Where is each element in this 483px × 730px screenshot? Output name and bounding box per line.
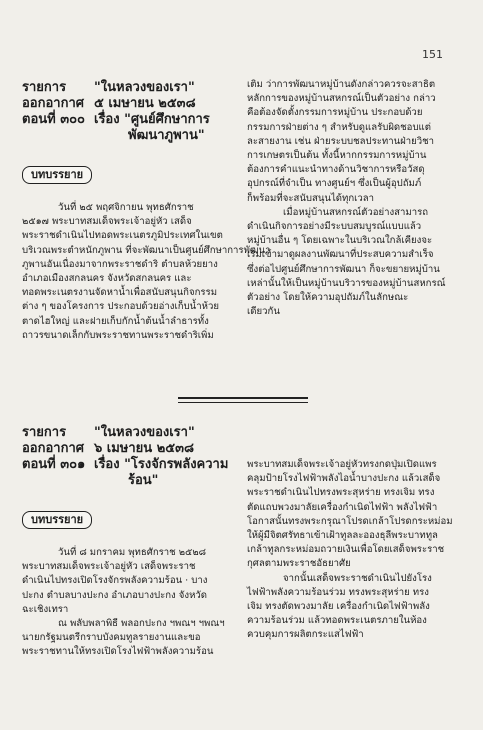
text-line: โอกาสนั้นทรงพระกรุณาโปรดเกล้าโปรดกระหม่อม <box>247 515 453 527</box>
text-line: ตัวอย่าง โดยให้ความอุปถัมภ์ในลักษณะ <box>247 292 409 304</box>
text-line: ดำเนินกิจการอย่างมีระบบสมบูรณ์แบบแล้ว <box>247 221 422 233</box>
text-line: พระบาทสมเด็จพระเจ้าอยู่หัวทรงกดปุ่มเปิดแพร <box>247 459 437 470</box>
narration-tag: บทบรรยาย <box>22 166 92 184</box>
article1-right-text <box>247 78 465 319</box>
airdate-label: ออกอากาศ <box>22 96 85 111</box>
text-line: หมู่บ้านอื่น ๆ โดยเฉพาะในบริเวณใกล้เคียงจะ <box>247 235 433 247</box>
text-line: ต้องการคำแนะนำทางด้านวิชาการหรือวัสดุ <box>247 164 425 176</box>
text-line: อุปกรณ์ที่จำเป็น ทางศูนย์ฯ ซึ่งเป็นผู้อุปถัมภ์ <box>247 178 422 190</box>
text-line: เมื่อหมู่บ้านสหกรณ์ตัวอย่างสามารถ <box>283 206 429 218</box>
program-value: "ในหลวงของเรา" <box>94 80 195 95</box>
text-line: ควบคุมการผลิตกระแสไฟฟ้า <box>247 629 364 641</box>
text-line: ความร้อนร่วม แล้วทอดพระเนตรภายในห้อง <box>247 615 427 627</box>
text-line: บริเวณพระตำหนักภูพาน ที่จะพัฒนาเป็นศูนย์ศึกษาการพัฒนา <box>22 244 271 256</box>
text-line: ตัดแถบพวงมาลัยเครื่องกำเนิดไฟฟ้า พลังไฟฟ้า <box>247 501 438 513</box>
episode-label: ตอนที่ ๓๐๑ <box>22 457 86 472</box>
text-line: ณ พลับพลาพิธี พลอกปะกง ฯพณฯ ฯพณฯ <box>58 618 225 630</box>
text-line: กุศลตามพระราชอัธยาศัย <box>247 558 351 570</box>
text-line: คลุมป้ายโรงไฟฟ้าพลังไอน้ำบางปะกง แล้วเสด็จ <box>247 473 441 485</box>
program-value: "ในหลวงของเรา" <box>94 425 195 440</box>
episode-title: เรื่อง "โรงจักรพลังความ <box>94 457 229 472</box>
text-line: ไฟฟ้าพลังความร้อนร่วม ทรงพระสุหร่าย ทรง <box>247 586 429 598</box>
text-line: ให้ผู้มีจิตศรัทธาเข้าเฝ้าทูลละอองธุลีพระบาททูล <box>247 530 438 542</box>
airdate-label: ออกอากาศ <box>22 441 85 456</box>
text-line: นายกรัฐมนตรีกราบบังคมทูลรายงานและขอ <box>22 632 201 644</box>
text-line: พระราชทานให้ทรงเปิดโรงไฟฟ้าพลังความร้อน <box>22 646 214 658</box>
program-label: รายการ <box>22 80 67 95</box>
text-line: วันที่ ๒๕ พฤศจิกายน พุทธศักราช <box>58 202 194 213</box>
text-line: ดำเนินไปทรงเปิดโรงจักรพลังความร้อน · บาง <box>22 575 208 587</box>
episode-title: เรื่อง "ศูนย์ศึกษาการ <box>94 112 210 127</box>
article2-left-text <box>22 546 240 660</box>
text-line: เจิม ทรงตัดพวงมาลัย เครื่องกำเนิดไฟฟ้าพลัง <box>247 601 430 613</box>
section-divider-thin <box>178 402 308 403</box>
text-line: ฉะเชิงเทรา <box>22 603 69 615</box>
text-line: วันที่ ๘ มกราคม พุทธศักราช ๒๕๒๘ <box>58 547 207 558</box>
text-line: กรรมการฝ่ายต่าง ๆ สำหรับดูแลรับผิดชอบแต่ <box>247 121 431 133</box>
airdate-value: ๖ เมษายน ๒๕๓๘ <box>94 441 195 456</box>
text-line: พระบาทสมเด็จพระเจ้าอยู่หัว เสด็จพระราช <box>22 561 196 573</box>
text-line: เติม ว่าการพัฒนาหมู่บ้านดังกล่าวควรจะสาธิต <box>247 79 436 90</box>
text-line: ต่าง ๆ ของโครงการ ประกอบด้วยอ่างเก็บน้ำห้วย <box>22 301 219 313</box>
text-line: ทอดพระเนตรงานจัดหาน้ำเพื่อสนับสนุนกิจกรรม <box>22 287 218 299</box>
section-divider <box>178 397 308 399</box>
episode-title-cont: ร้อน" <box>128 473 159 488</box>
narration-tag: บทบรรยาย <box>22 511 92 529</box>
text-line: เดียวกัน <box>247 306 280 318</box>
program-label: รายการ <box>22 425 67 440</box>
text-line: ถาวรขนาดเล็กกับพระราชทานพระราชดำริเพิ่ม <box>22 329 214 341</box>
text-line: ๒๕๑๗ พระบาทสมเด็จพระเจ้าอยู่หัว เสด็จ <box>22 216 192 228</box>
text-line: การเกษตรเป็นต้น ทั้งนี้หากกรรมการหมู่บ้าน <box>247 150 427 162</box>
article2-header <box>22 425 240 489</box>
text-line: ก็พร้อมที่จะสนับสนุนได้ทุกเวลา <box>247 192 375 204</box>
text-line: คือต้องจัดตั้งกรรมการหมู่บ้าน ประกอบด้วย <box>247 107 423 119</box>
text-line: ละสายงาน เช่น ฝ่ายระบบชลประทานฝ่ายวิชา <box>247 135 435 147</box>
airdate-value: ๕ เมษายน ๒๕๓๘ <box>94 96 196 111</box>
text-line: เกล้าทูลกระหม่อมถวายเงินเพื่อโดยเสด็จพระราช <box>247 544 445 556</box>
text-line: ซึ่งต่อไปศูนย์ศึกษาการพัฒนา ก็จะขยายหมู่บ้าน <box>247 263 440 275</box>
episode-label: ตอนที่ ๓๐๐ <box>22 112 85 127</box>
episode-title-cont: พัฒนาภูพาน" <box>128 128 205 143</box>
text-line: ตาดไฮใหญ่ และฝายเก็บกักน้ำต้นน้ำลำธารทั้ง <box>22 315 209 327</box>
text-line: พระราชดำเนินไปทอดพระเนตรภูมิประเทศในเขต <box>22 230 223 242</box>
article2-right-text <box>247 458 465 643</box>
text-line: ภูพานอันเนื่องมาจากพระราชดำริ ตำบลห้วยยาง <box>22 258 218 270</box>
text-line: เริ่มเข้ามาดูผลงานพัฒนาที่ประสบความสำเร็จ <box>247 249 434 261</box>
text-line: หลักการของหมู่บ้านสหกรณ์เป็นตัวอย่าง กล่าว <box>247 93 436 105</box>
text-line: จากนั้นเสด็จพระราชดำเนินไปยังโรง <box>283 572 432 584</box>
text-line: เหล่านั้นให้เป็นหมู่บ้านบริวารของหมู่บ้านสหกรณ์ <box>247 277 446 289</box>
text-line: พระราชดำเนินไปทรงพระสุหร่าย ทรงเจิม ทรง <box>247 487 435 499</box>
page-number: 151 <box>422 48 443 61</box>
article1-header <box>22 80 240 144</box>
text-line: ปะกง ตำบลบางปะกง อำเภอบางปะกง จังหวัด <box>22 589 208 601</box>
text-line: อำเภอเมืองสกลนคร จังหวัดสกลนคร และ <box>22 273 192 285</box>
